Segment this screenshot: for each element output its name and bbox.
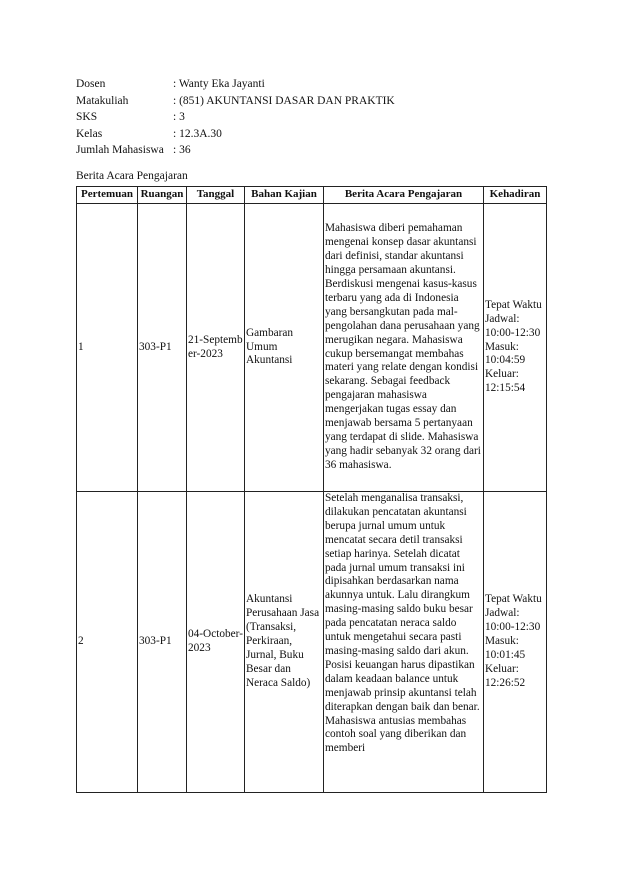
kelas-value: : 12.3A.30 xyxy=(173,127,222,140)
cell-pertemuan: 1 xyxy=(77,204,138,492)
cell-tanggal: 04-October-2023 xyxy=(187,492,245,793)
sks-label: SKS xyxy=(76,111,98,124)
cell-tanggal: 21-September-2023 xyxy=(187,204,245,492)
cell-pertemuan: 2 xyxy=(77,492,138,793)
header-pertemuan: Pertemuan xyxy=(77,187,138,204)
table-row xyxy=(77,492,547,793)
cell-berita-acara: Mahasiswa diberi pemahaman mengenai konsep dasar akuntansi dari definisi, standar akuntansi hingga persamaan akuntansi. Berdiskusi mengenai kasus-kasus terbaru yang ada di Indonesia yang bersangkutan pada mal-pengolahan dana perusahaan yang merugikan negara. Mahasiswa cukup bersemangat membahas materi yang relate dengan kondisi sekarang. Sebagai feedback pengajaran mahasiswa mengerjakan tugas essay dan menjawab bersama 5 pertanyaan yang terdapat di slide. Mahasiswa yang hadir sebanyak 32 orang dari 36 mahasiswa. xyxy=(324,204,484,492)
dosen-value: : Wanty Eka Jayanti xyxy=(173,78,265,90)
header-bahan-kajian: Bahan Kajian xyxy=(245,187,324,204)
matakuliah-label: Matakuliah xyxy=(76,94,129,107)
dosen-label: Dosen xyxy=(76,78,106,90)
berita-acara-table xyxy=(76,186,547,793)
cell-ruangan: 303-P1 xyxy=(138,204,187,492)
header-ruangan: Ruangan xyxy=(138,187,187,204)
cell-bahan-kajian: Akuntansi Perusahaan Jasa (Transaksi, Perkiraan, Jurnal, Buku Besar dan Neraca Saldo) xyxy=(245,492,324,793)
cell-berita-acara xyxy=(324,492,484,793)
table-row xyxy=(77,204,547,492)
jumlah-label: Jumlah Mahasiswa xyxy=(76,144,164,157)
berita-acara-text: Setelah menganalisa transaksi, dilakukan pencatatan akuntansi berupa jurnal umum untuk mencatat secara detil transaksi setiap harinya. Setelah dicatat pada jurnal umum transaksi ini dipisahkan berdasarkan nama akunnya untuk. Lalu dirangkum masing-masing saldo buku besar pada pencatatan neraca saldo untuk mengetahui secara pasti masing-masing saldo dari akun. Posisi keuangan harus dipastikan dalam keadaan balance untuk menjawab prinsip akuntansi telah diterapkan dengan baik dan benar. Mahasiswa antusias membahas contoh soal yang diberikan dan memberi xyxy=(325,492,480,755)
course-info xyxy=(76,76,395,159)
info-matakuliah xyxy=(76,93,395,110)
table-header-row xyxy=(77,187,547,204)
kelas-label: Kelas xyxy=(76,127,103,140)
section-title: Berita Acara Pengajaran xyxy=(76,170,188,182)
info-jumlah-mahasiswa xyxy=(76,142,395,159)
cell-bahan-kajian: Gambaran Umum Akuntansi xyxy=(245,204,324,492)
cell-kehadiran: Tepat Waktu Jadwal: 10:00-12:30 Masuk: 10:01:45 Keluar: 12:26:52 xyxy=(484,492,547,793)
cell-kehadiran: Tepat Waktu Jadwal: 10:00-12:30 Masuk: 10:04:59 Keluar: 12:15:54 xyxy=(484,204,547,492)
info-sks xyxy=(76,109,395,126)
header-berita-acara: Berita Acara Pengajaran xyxy=(324,187,484,204)
sks-value: : 3 xyxy=(173,111,185,124)
info-dosen xyxy=(76,76,395,93)
info-kelas xyxy=(76,126,395,143)
header-kehadiran: Kehadiran xyxy=(484,187,547,204)
matakuliah-value: : (851) AKUNTANSI DASAR DAN PRAKTIK xyxy=(173,94,395,107)
jumlah-value: : 36 xyxy=(173,144,191,157)
header-tanggal: Tanggal xyxy=(187,187,245,204)
cell-ruangan: 303-P1 xyxy=(138,492,187,793)
